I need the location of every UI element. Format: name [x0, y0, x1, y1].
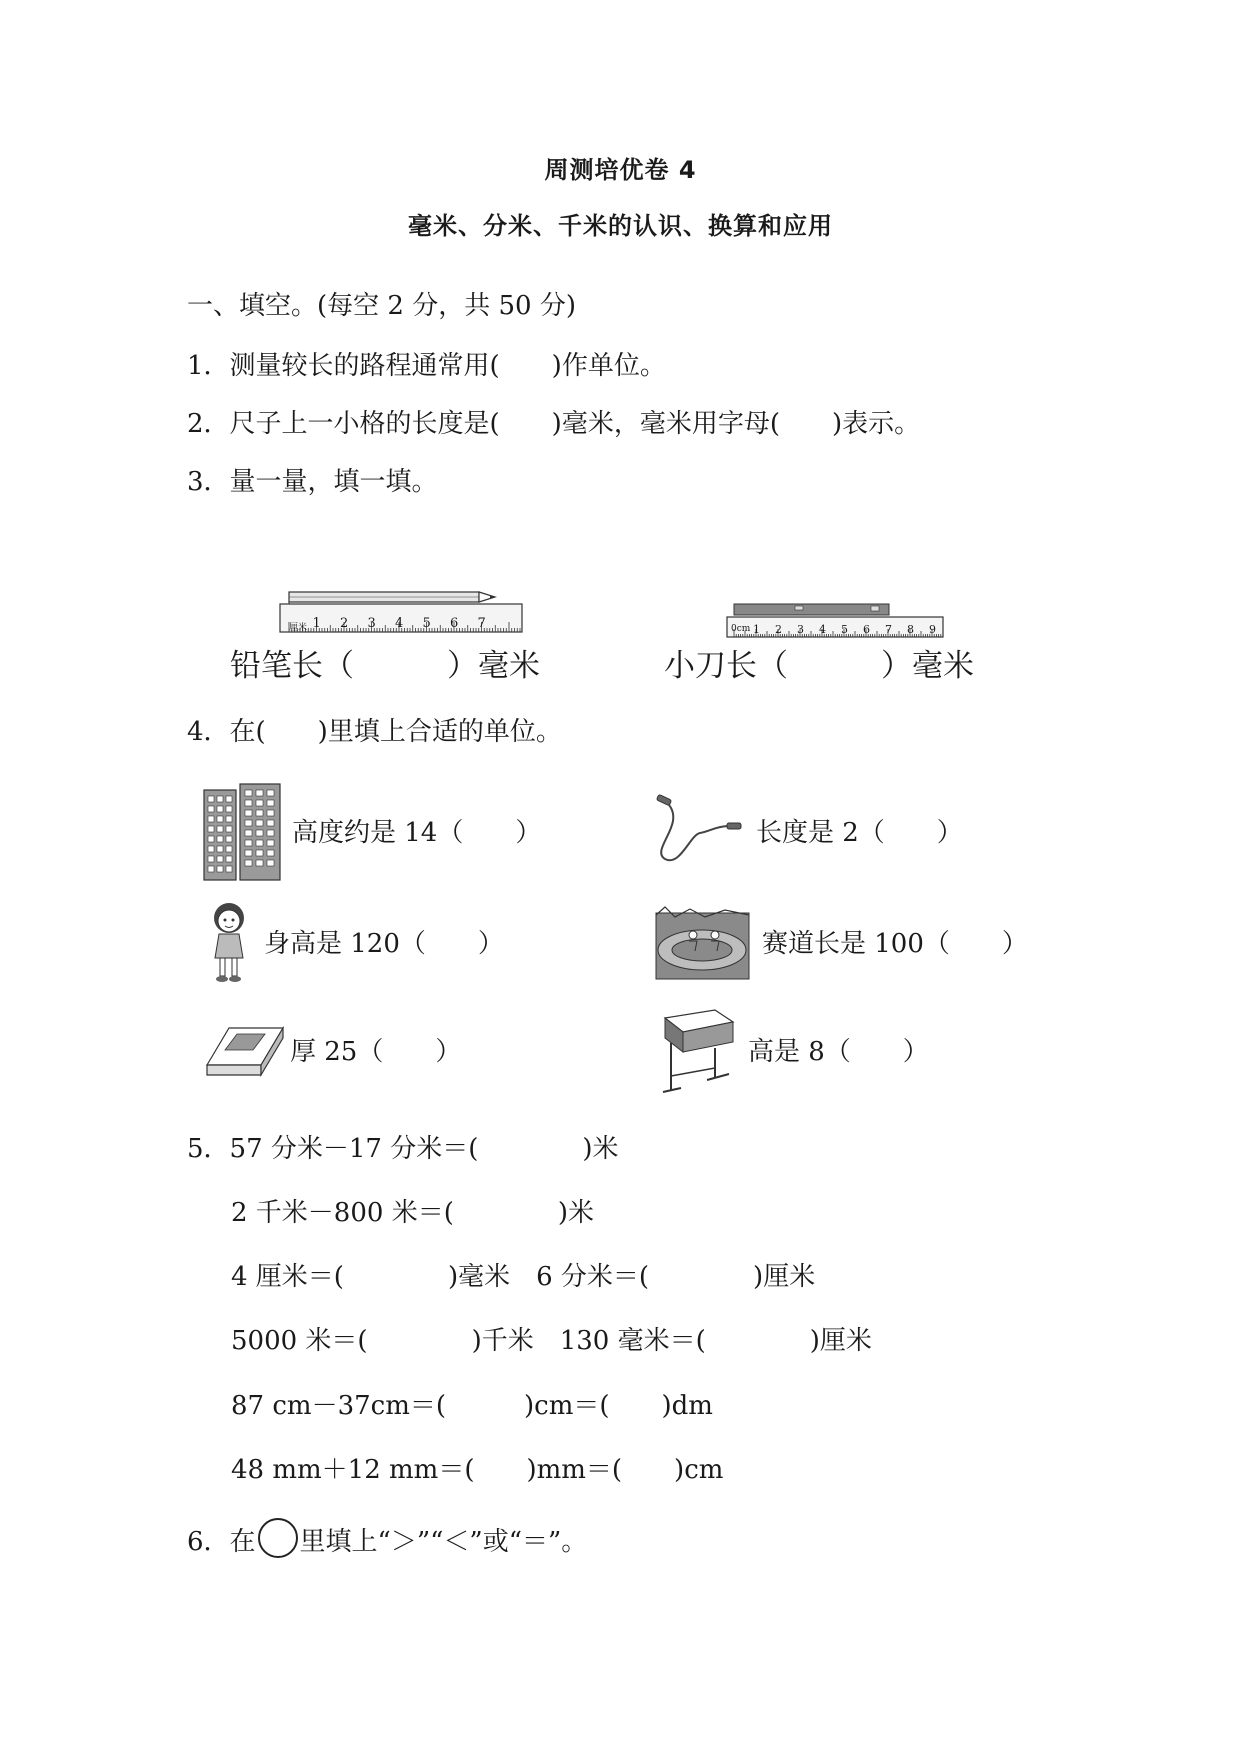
building-window [267, 820, 274, 826]
building-window [245, 820, 252, 826]
question-1: 1．测量较长的路程通常用( )作单位。 [187, 351, 666, 381]
building-window [256, 810, 263, 816]
building-window [226, 806, 232, 812]
building-window [208, 846, 214, 852]
building-window [267, 790, 274, 796]
page-subtitle: 毫米、分米、千米的认识、换算和应用 [408, 212, 833, 240]
building-icon [202, 782, 282, 882]
pencil-ruler-figure [275, 590, 525, 640]
question-5-line-5: 87 cm－37cm＝( )cm＝( )dm [231, 1391, 713, 1421]
question-4: 4．在( )里填上合适的单位。 [187, 717, 562, 747]
ruler1-tick-label: 2 [340, 616, 349, 631]
page-title: 周测培优卷 4 [544, 156, 697, 184]
building-window [217, 846, 223, 852]
question-2: 2．尺子上一小格的长度是( )毫米，毫米用字母( )表示。 [187, 409, 921, 439]
building-window [256, 800, 263, 806]
building-window [226, 826, 232, 832]
building-window [256, 820, 263, 826]
ruler2-tick-label: 7 [885, 623, 892, 636]
knife-ruler-figure [725, 602, 945, 642]
ruler2-tick-label: 5 [841, 623, 848, 636]
ruler2-tick-label: 3 [797, 623, 804, 636]
compare-circle [258, 1518, 298, 1558]
question-3: 3．量一量，填一填。 [187, 467, 438, 497]
building-window [256, 830, 263, 836]
building-window [208, 826, 214, 832]
track-length-label: 赛道长是 100（ ） [762, 929, 1028, 959]
building-window [245, 850, 252, 856]
running-track-icon [655, 905, 750, 980]
jump-rope-length-label: 长度是 2（ ） [756, 818, 963, 848]
knife-length-label: 小刀长（ ）毫米 [664, 648, 974, 684]
book-thickness-label: 厚 25（ ） [290, 1037, 462, 1067]
ruler2-tick-label: 9 [929, 623, 936, 636]
building-window [208, 796, 214, 802]
jump-rope-icon [655, 795, 745, 865]
ruler2-tick-label: 1 [753, 623, 760, 636]
building-window [217, 866, 223, 872]
building-window [208, 856, 214, 862]
ruler1-unit-label: 厘米 [289, 623, 308, 633]
question-6 [187, 1518, 587, 1558]
building-window [256, 790, 263, 796]
question-5-line-6: 48 mm＋12 mm＝( )mm＝( )cm [231, 1455, 724, 1485]
building-window [256, 840, 263, 846]
ruler2-tick-label: 2 [775, 623, 782, 636]
ruler1-tick-label: 6 [450, 616, 459, 631]
ruler2-tick-label: 4 [819, 623, 826, 636]
question-5-line-3: 4 厘米＝( )毫米 6 分米＝( )厘米 [231, 1262, 816, 1292]
building-window [256, 860, 263, 866]
building-window [226, 856, 232, 862]
building-window [245, 860, 252, 866]
ruler2-unit-label: 0cm [731, 624, 751, 634]
question-6-prefix: 6．在 [187, 1527, 256, 1557]
ruler1-tick-label: 1 [312, 616, 321, 631]
ruler1-tick-label: 3 [367, 616, 376, 631]
desk-icon [655, 1008, 740, 1100]
building-window [217, 816, 223, 822]
building-window [226, 796, 232, 802]
building-window [217, 796, 223, 802]
building-window [226, 846, 232, 852]
building-window [226, 816, 232, 822]
ruler2-tick-label: 6 [863, 623, 870, 636]
building-window [208, 806, 214, 812]
girl-icon [205, 900, 255, 985]
question-6-suffix: 里填上“＞”“＜”或“＝”。 [299, 1527, 588, 1557]
building-window [267, 840, 274, 846]
ruler1-tick-label: 5 [422, 616, 431, 631]
building-window [226, 866, 232, 872]
building-window [217, 826, 223, 832]
building-window [208, 836, 214, 842]
building-window [226, 836, 232, 842]
building-height-label: 高度约是 14（ ） [292, 818, 542, 848]
building-window [217, 806, 223, 812]
building-window [267, 830, 274, 836]
question-5-line-1: 5．57 分米－17 分米＝( )米 [187, 1134, 619, 1164]
building-window [267, 850, 274, 856]
girl-height-label: 身高是 120（ ） [264, 929, 504, 959]
building-window [245, 830, 252, 836]
section-heading: 一、填空。(每空 2 分，共 50 分) [187, 291, 576, 321]
building-window [245, 800, 252, 806]
building-window [267, 810, 274, 816]
desk-height-label: 高是 8（ ） [748, 1037, 929, 1067]
book-icon [205, 1020, 285, 1080]
question-5-line-2: 2 千米－800 米＝( )米 [231, 1198, 594, 1228]
building-window [245, 810, 252, 816]
building-window [256, 850, 263, 856]
building-window [267, 800, 274, 806]
building-window [245, 840, 252, 846]
building-window [217, 836, 223, 842]
pencil-length-label: 铅笔长（ ）毫米 [230, 648, 540, 684]
building-window [208, 866, 214, 872]
ruler2-tick-label: 8 [907, 623, 914, 636]
question-5-line-4: 5000 米＝( )千米 130 毫米＝( )厘米 [231, 1326, 872, 1356]
building-window [267, 860, 274, 866]
building-window [208, 816, 214, 822]
ruler1-tick-label: 4 [395, 616, 404, 631]
building-window [217, 856, 223, 862]
ruler1-tick-label: 7 [477, 616, 486, 631]
building-window [245, 790, 252, 796]
